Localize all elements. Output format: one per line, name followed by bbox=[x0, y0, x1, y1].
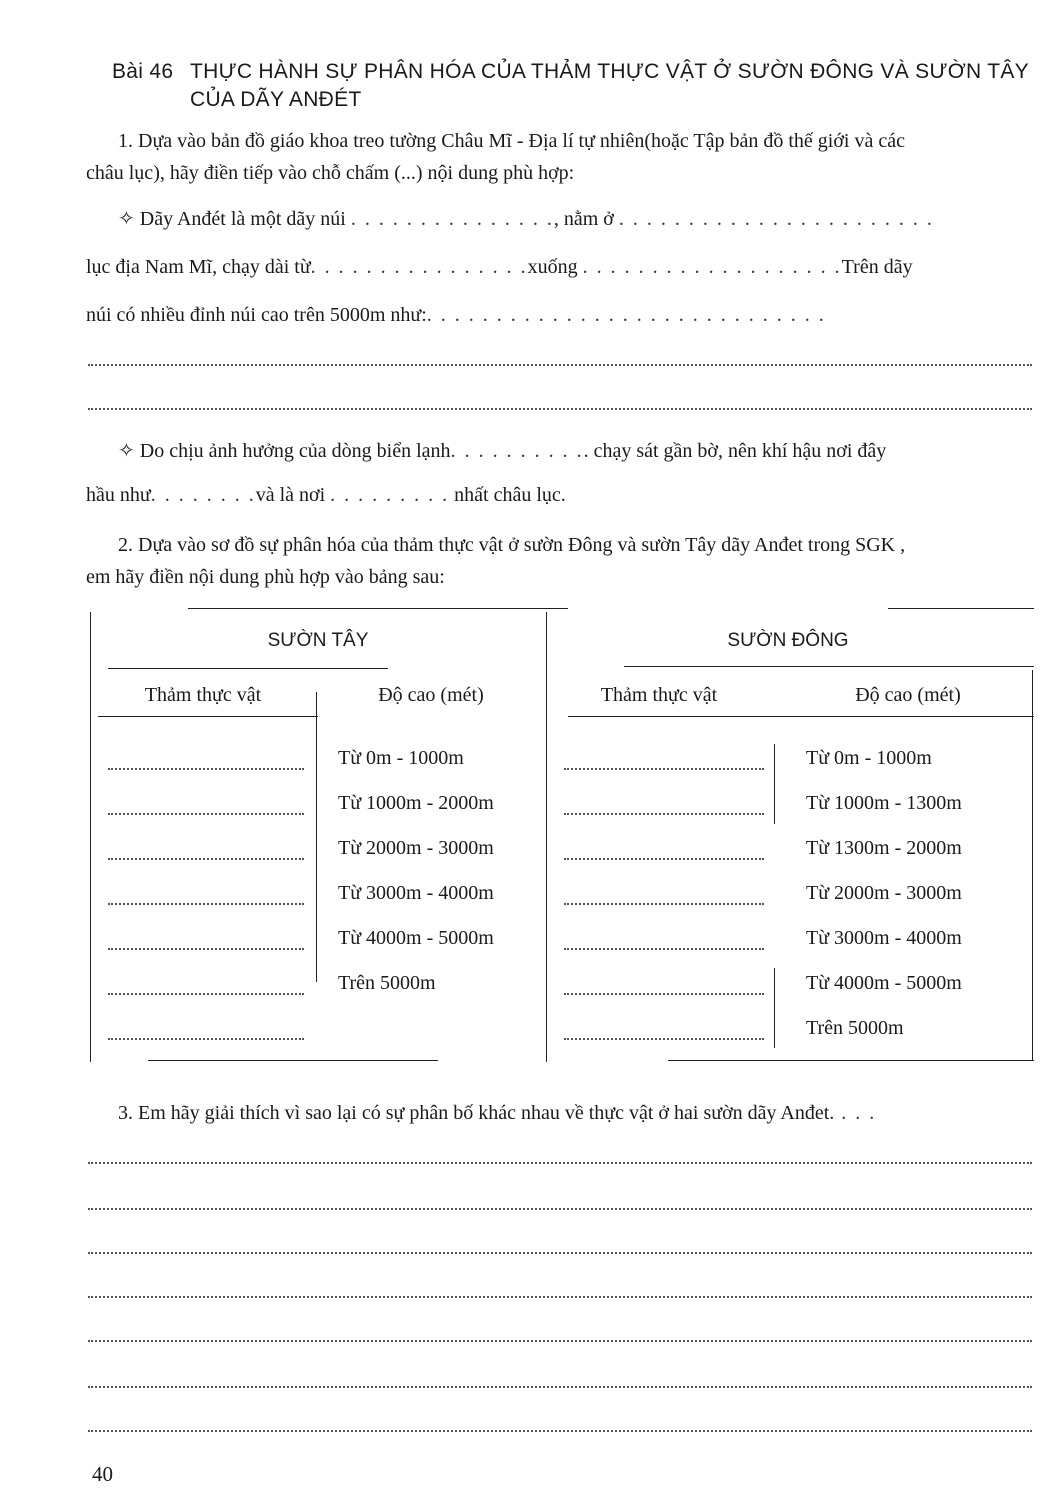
q1-b-line-2 bbox=[86, 480, 1034, 510]
q1-intro-line-2: châu lục), hãy điền tiếp vào chỗ chấm (...) nội dung phù hợp: bbox=[86, 162, 575, 184]
q3-question-text: 3. Em hãy giải thích vì sao lại có sự phân bố khác nhau về thực vật ở hai sườn dãy Anđet. bbox=[118, 1102, 835, 1124]
q1-a-text-4: xuống bbox=[527, 256, 578, 278]
west-veg-column-header: Thảm thực vật bbox=[144, 684, 262, 706]
answer-line[interactable] bbox=[88, 364, 1032, 366]
title-line-2: CỦA DÃY ANĐÉT bbox=[190, 88, 362, 111]
q1-a-text-6: núi có nhiều đỉnh núi cao trên 5000m như: bbox=[86, 304, 427, 326]
fill-blank[interactable]: . . . bbox=[834, 1102, 877, 1124]
answer-line[interactable] bbox=[88, 1296, 1032, 1298]
q1-a-text-5: Trên dãy bbox=[841, 256, 913, 278]
fill-blank[interactable]: . . . . . . . . bbox=[150, 484, 256, 506]
q1-a-line-2 bbox=[86, 252, 1034, 282]
q1-intro-line-1: 1. Dựa vào bản đồ giáo khoa treo tường Châu Mĩ - Địa lí tự nhiên(hoặc Tập bản đồ thế giới và các bbox=[118, 130, 905, 152]
east-veg-blank[interactable] bbox=[564, 993, 764, 995]
fill-blank[interactable]: . . . . . . . . . . . . . . . . bbox=[310, 256, 528, 278]
fill-blank[interactable]: . . . . . . . . . . bbox=[450, 440, 584, 462]
table-border bbox=[188, 608, 568, 609]
lesson-number: Bài 46 bbox=[112, 60, 174, 83]
east-veg-blank[interactable] bbox=[564, 813, 764, 815]
q1-a-line-1 bbox=[86, 204, 1034, 234]
east-veg-column-header: Thảm thực vật bbox=[600, 684, 718, 706]
q2-intro-line-1: 2. Dựa vào sơ đồ sự phân hóa của thảm thực vật ở sườn Đông và sườn Tây dãy Anđet trong SGK , bbox=[118, 534, 906, 556]
vegetation-table bbox=[88, 608, 1034, 1064]
table-border bbox=[668, 1060, 1034, 1061]
west-veg-blank[interactable] bbox=[108, 993, 304, 995]
fill-blank[interactable]: . . . . . . . . . . . . . . . . . . . . . . . . . . . . . bbox=[426, 304, 826, 326]
page-number: 40 bbox=[92, 1462, 113, 1486]
east-alt-row: Từ 1300m - 2000m bbox=[806, 837, 962, 859]
table-border bbox=[90, 612, 91, 1062]
table-border bbox=[624, 666, 1034, 667]
table-divider bbox=[774, 968, 775, 1048]
answer-line[interactable] bbox=[88, 1208, 1032, 1210]
answer-line[interactable] bbox=[88, 1340, 1032, 1342]
answer-line[interactable] bbox=[88, 1430, 1032, 1432]
fill-blank[interactable]: . . . . . . . . . . . . . . . . . . . bbox=[582, 256, 842, 278]
q1-a-text-3: lục địa Nam Mĩ, chạy dài từ bbox=[86, 256, 311, 278]
q1-b-text-1: ✧ Do chịu ảnh hưởng của dòng biển lạnh bbox=[118, 440, 451, 462]
q1-a-text-2: , nằm ở bbox=[553, 208, 614, 230]
east-alt-row: Từ 3000m - 4000m bbox=[806, 927, 962, 949]
q1-a-text-1: ✧ Dãy Anđét là một dãy núi bbox=[118, 208, 346, 230]
table-border bbox=[108, 668, 388, 669]
answer-line[interactable] bbox=[88, 1162, 1032, 1164]
west-alt-row: Từ 0m - 1000m bbox=[338, 747, 464, 769]
q1-b-line-1 bbox=[86, 436, 1034, 466]
east-veg-blank[interactable] bbox=[564, 1038, 764, 1040]
west-veg-blank[interactable] bbox=[108, 903, 304, 905]
east-veg-blank[interactable] bbox=[564, 858, 764, 860]
answer-line[interactable] bbox=[88, 408, 1032, 410]
west-slope-header: SƯỜN TÂY bbox=[267, 630, 369, 651]
q3-question bbox=[86, 1098, 1034, 1128]
west-alt-row: Từ 4000m - 5000m bbox=[338, 927, 494, 949]
east-slope-header: SƯỜN ĐÔNG bbox=[727, 630, 849, 651]
q2-intro-line-2: em hãy điền nội dung phù hợp vào bảng sau: bbox=[86, 566, 445, 588]
east-alt-row: Từ 2000m - 3000m bbox=[806, 882, 962, 904]
west-veg-blank[interactable] bbox=[108, 813, 304, 815]
lesson-title bbox=[112, 58, 1029, 114]
table-border bbox=[888, 608, 1034, 609]
east-alt-row: Từ 4000m - 5000m bbox=[806, 972, 962, 994]
q1-b-text-5: nhất châu lục. bbox=[454, 484, 566, 506]
table-divider bbox=[774, 744, 775, 824]
west-alt-row: Từ 1000m - 2000m bbox=[338, 792, 494, 814]
east-alt-row: Từ 0m - 1000m bbox=[806, 747, 932, 769]
east-alt-row: Từ 1000m - 1300m bbox=[806, 792, 962, 814]
title-line-1: THỰC HÀNH SỰ PHÂN HÓA CỦA THẢM THỰC VẬT Ở SƯỜN ĐÔNG VÀ SƯỜN TÂY bbox=[190, 60, 1029, 83]
q1-b-text-3: hầu như bbox=[86, 484, 151, 506]
east-veg-blank[interactable] bbox=[564, 903, 764, 905]
q1-a-line-3 bbox=[86, 300, 1034, 330]
east-veg-blank[interactable] bbox=[564, 948, 764, 950]
q1-b-text-4: và là nơi bbox=[255, 484, 326, 506]
west-veg-blank[interactable] bbox=[108, 948, 304, 950]
table-divider bbox=[546, 612, 547, 1062]
answer-line[interactable] bbox=[88, 1386, 1032, 1388]
west-veg-blank[interactable] bbox=[108, 858, 304, 860]
west-veg-blank[interactable] bbox=[108, 1038, 304, 1040]
east-alt-row: Trên 5000m bbox=[806, 1017, 904, 1039]
west-alt-column-header: Độ cao (mét) bbox=[378, 684, 484, 706]
east-alt-column-header: Độ cao (mét) bbox=[855, 684, 961, 706]
fill-blank[interactable]: . . . . . . . . . . . . . . . . . . . . . . . bbox=[618, 208, 934, 230]
west-alt-row: Từ 2000m - 3000m bbox=[338, 837, 494, 859]
answer-line[interactable] bbox=[88, 1252, 1032, 1254]
table-border bbox=[98, 716, 318, 717]
west-alt-row: Trên 5000m bbox=[338, 972, 436, 994]
fill-blank[interactable]: . . . . . . . . . . . . . . . bbox=[350, 208, 554, 230]
west-alt-row: Từ 3000m - 4000m bbox=[338, 882, 494, 904]
table-border bbox=[1032, 670, 1033, 1060]
table-border bbox=[148, 1060, 438, 1061]
table-divider bbox=[316, 692, 317, 982]
q1-b-text-2: . chạy sát gần bờ, nên khí hậu nơi đây bbox=[583, 440, 887, 462]
west-veg-blank[interactable] bbox=[108, 768, 304, 770]
fill-blank[interactable]: . . . . . . . . . bbox=[330, 484, 450, 506]
table-border bbox=[568, 716, 1034, 717]
east-veg-blank[interactable] bbox=[564, 768, 764, 770]
